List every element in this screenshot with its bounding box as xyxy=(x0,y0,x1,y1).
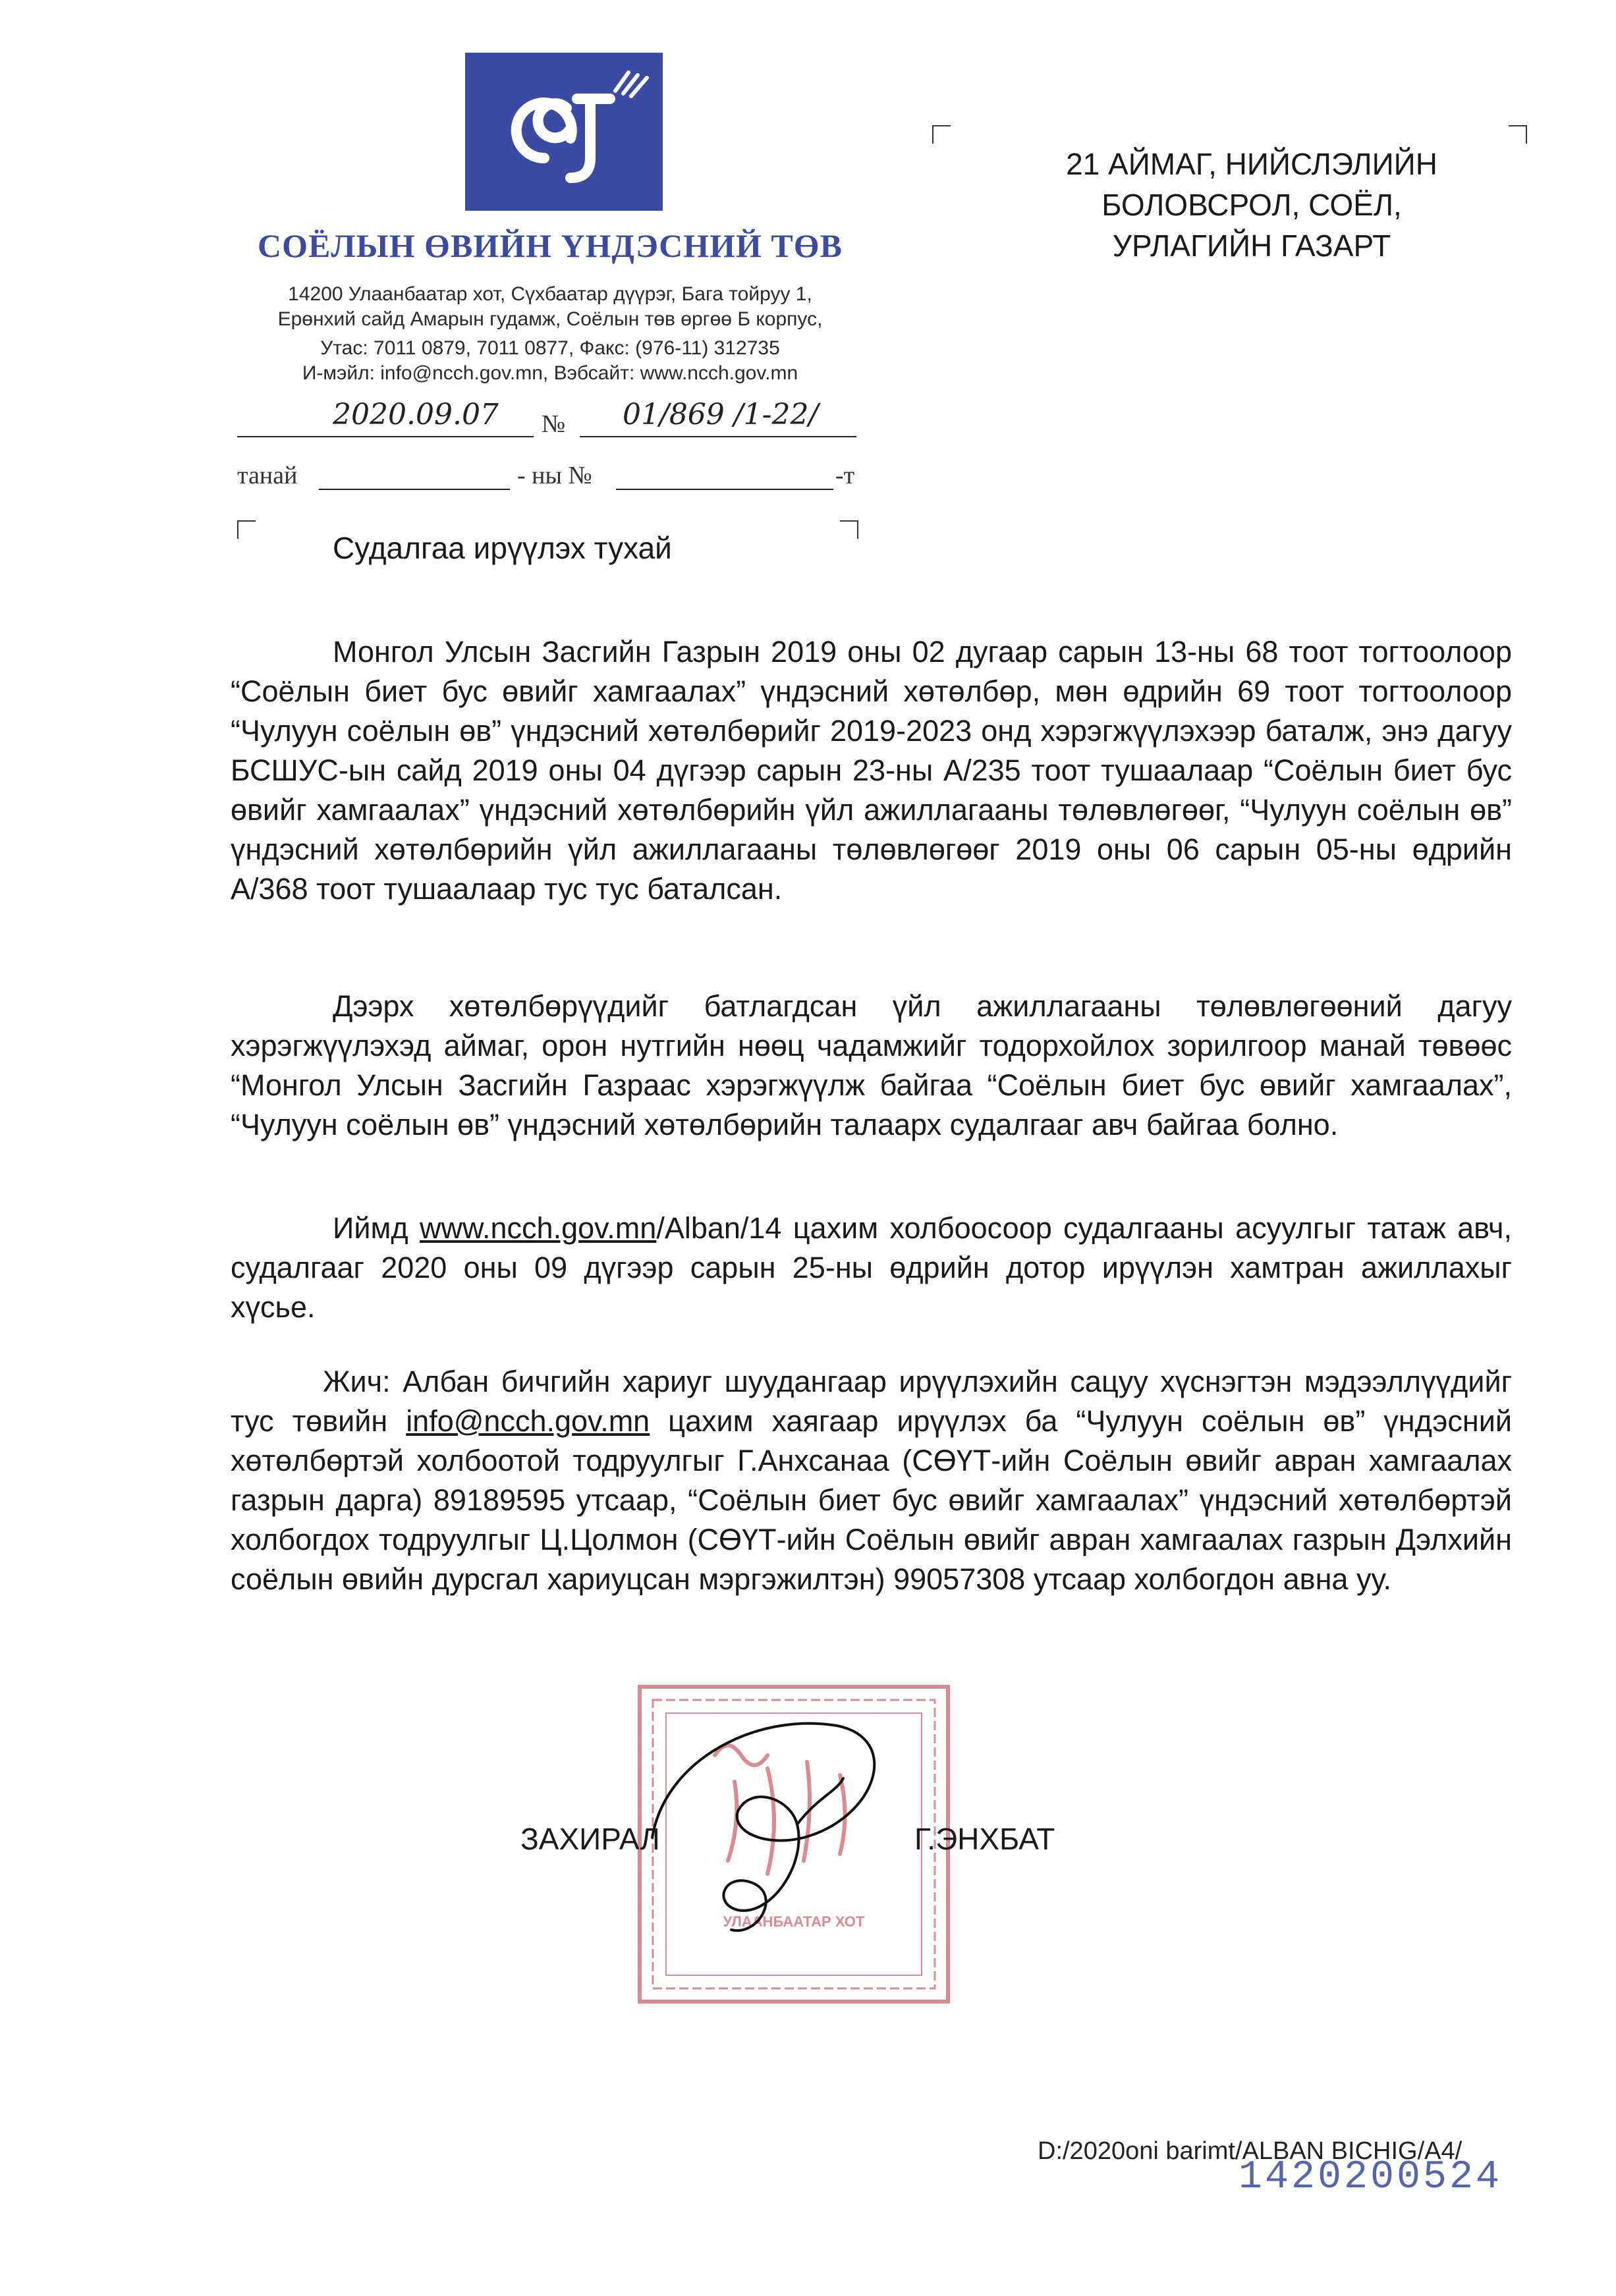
body-paragraph xyxy=(231,1209,1512,1327)
address-line: Ерөнхий сайд Амарын гудамж, Соёлын төв өргөө Б корпус, xyxy=(277,308,823,330)
letter-number: 01/869 /1-22/ xyxy=(623,398,819,431)
reply-label: танай xyxy=(237,462,298,489)
bracket-corner xyxy=(840,520,858,539)
paragraph-text: /Alban/14 цахим холбоосоор судалгааны асуулгыг татаж авч, судалгааг 2020 оны 09 дүгээр сарын 25-ны өдрийн дотор ирүүлэн хамтран ажиллахыг хүсье. xyxy=(231,1211,1512,1324)
phone-line: Утас: 7011 0879, 7011 0877, Факс: (976-11) 312735 xyxy=(320,337,780,359)
email-link[interactable]: info@ncch.gov.mn xyxy=(406,1404,650,1438)
subject-line: Судалгаа ирүүлэх тухай xyxy=(333,531,672,565)
letter-date: 2020.09.07 xyxy=(333,398,499,431)
registration-code: 1420200524 xyxy=(1239,2155,1503,2200)
date-underline xyxy=(237,435,534,437)
bracket-corner xyxy=(237,520,256,539)
survey-link[interactable]: www.ncch.gov.mn xyxy=(420,1211,657,1245)
paragraph-text: цахим хаягаар ирүүлэх ба “Чулуун соёлын өв” үндэсний хөтөлбөртэй холбоотой тодруулгыг Г.Анхсанаа (СӨҮТ-ийн Соёлын өвийг авран хамгаалах газрын дарга) 89189595 утсаар, “Соёлын биет бус өвийг хамгаалах” үндэсний хөтөлбөртэй холбогдох тодруулгыг Ц.Цолмон (СӨҮТ-ийн Соёлын өвийг авран хамгаалах газрын Дэлхийн соёлын өвийн дурсгал хариуцсан мэргэжилтэн) 99057308 утсаар холбогдон авна уу. xyxy=(231,1404,1512,1596)
logo-emblem-icon xyxy=(465,53,663,211)
reply-no-label: - ны № xyxy=(517,462,592,489)
paragraph-text: Иймд xyxy=(333,1211,420,1245)
file-path: D:/2020oni barimt/ALBAN BICHIG/A4/ xyxy=(1038,2137,1463,2165)
number-underline xyxy=(580,435,856,437)
recipient-block xyxy=(1028,144,1476,266)
bracket-corner xyxy=(932,125,951,144)
number-sign: № xyxy=(542,410,566,438)
stamp-text: УЛААНБААТАР ХОТ xyxy=(723,1913,865,1930)
reply-number-underline xyxy=(616,487,833,490)
signatory-name: Г.ЭНХБАТ xyxy=(914,1822,1055,1856)
bracket-corner xyxy=(1509,125,1527,144)
reply-suffix: -т xyxy=(835,462,855,489)
recipient-line: УРЛАГИЙН ГАЗАРТ xyxy=(1112,229,1391,263)
logo xyxy=(465,53,663,211)
address-line: 14200 Улаанбаатар хот, Сүхбаатар дүүрэг, Бага тойруу 1, xyxy=(288,283,812,305)
paragraph-text: Жич: Албан бичгийн хариуг шуудангаар ирүүлэхийн сацуу хүснэгтэн мэдээллүүдийг тус төвийн xyxy=(231,1365,1512,1438)
recipient-line: 21 АЙМАГ, НИЙСЛЭЛИЙН xyxy=(1066,147,1437,181)
note-paragraph xyxy=(231,1362,1512,1599)
signatory-title: ЗАХИРАЛ xyxy=(520,1822,660,1856)
body-paragraph: Дээрх хөтөлбөрүүдийг батлагдсан үйл ажиллагааны төлөвлөгөөний дагуу хэрэгжүүлэхэд аймаг, орон нутгийн нөөц чадамжийг тодорхойлох зорилгоор манай төвөөс “Монгол Улсын Засгийн Газраас хэрэгжүүлж байгаа “Соёлын биет бус өвийг хамгаалах”, “Чулуун соёлын өв” үндэсний хөтөлбөрийн талаарх судалгааг авч байгаа болно. xyxy=(231,989,1512,1141)
reply-date-underline xyxy=(319,487,510,490)
handwritten-signature xyxy=(639,1699,942,1943)
body-paragraph: Монгол Улсын Засгийн Газрын 2019 оны 02 дугаар сарын 13-ны 68 тоот тогтоолоор “Соёлын биет бус өвийг хамгаалах” үндэсний хөтөлбөр, мөн өдрийн 69 тоот тогтоолоор “Чулуун соёлын өв” үндэсний хөтөлбөрийг 2019-2023 онд хэрэгжүүлэхээр баталж, энэ дагуу БСШУС-ын сайд 2019 оны 04 дүгээр сарын 23-ны А/235 тоот тушаалаар “Соёлын биет бус өвийг хамгаалах” үндэсний хөтөлбөрийн үйл ажиллагааны төлөвлөгөөг, “Чулуун соёлын өв” үндэсний хөтөлбөрийн үйл ажиллагааны төлөвлөгөөг 2019 оны 06 сарын 05-ны өдрийн А/368 тоот тушаалаар тус тус баталсан. xyxy=(231,635,1512,906)
email-line: И-мэйл: info@ncch.gov.mn, Вэбсайт: www.ncch.gov.mn xyxy=(302,362,798,384)
org-name: СОЁЛЫН ӨВИЙН ҮНДЭСНИЙ ТӨВ xyxy=(258,227,843,264)
recipient-line: БОЛОВСРОЛ, СОЁЛ, xyxy=(1101,188,1402,222)
